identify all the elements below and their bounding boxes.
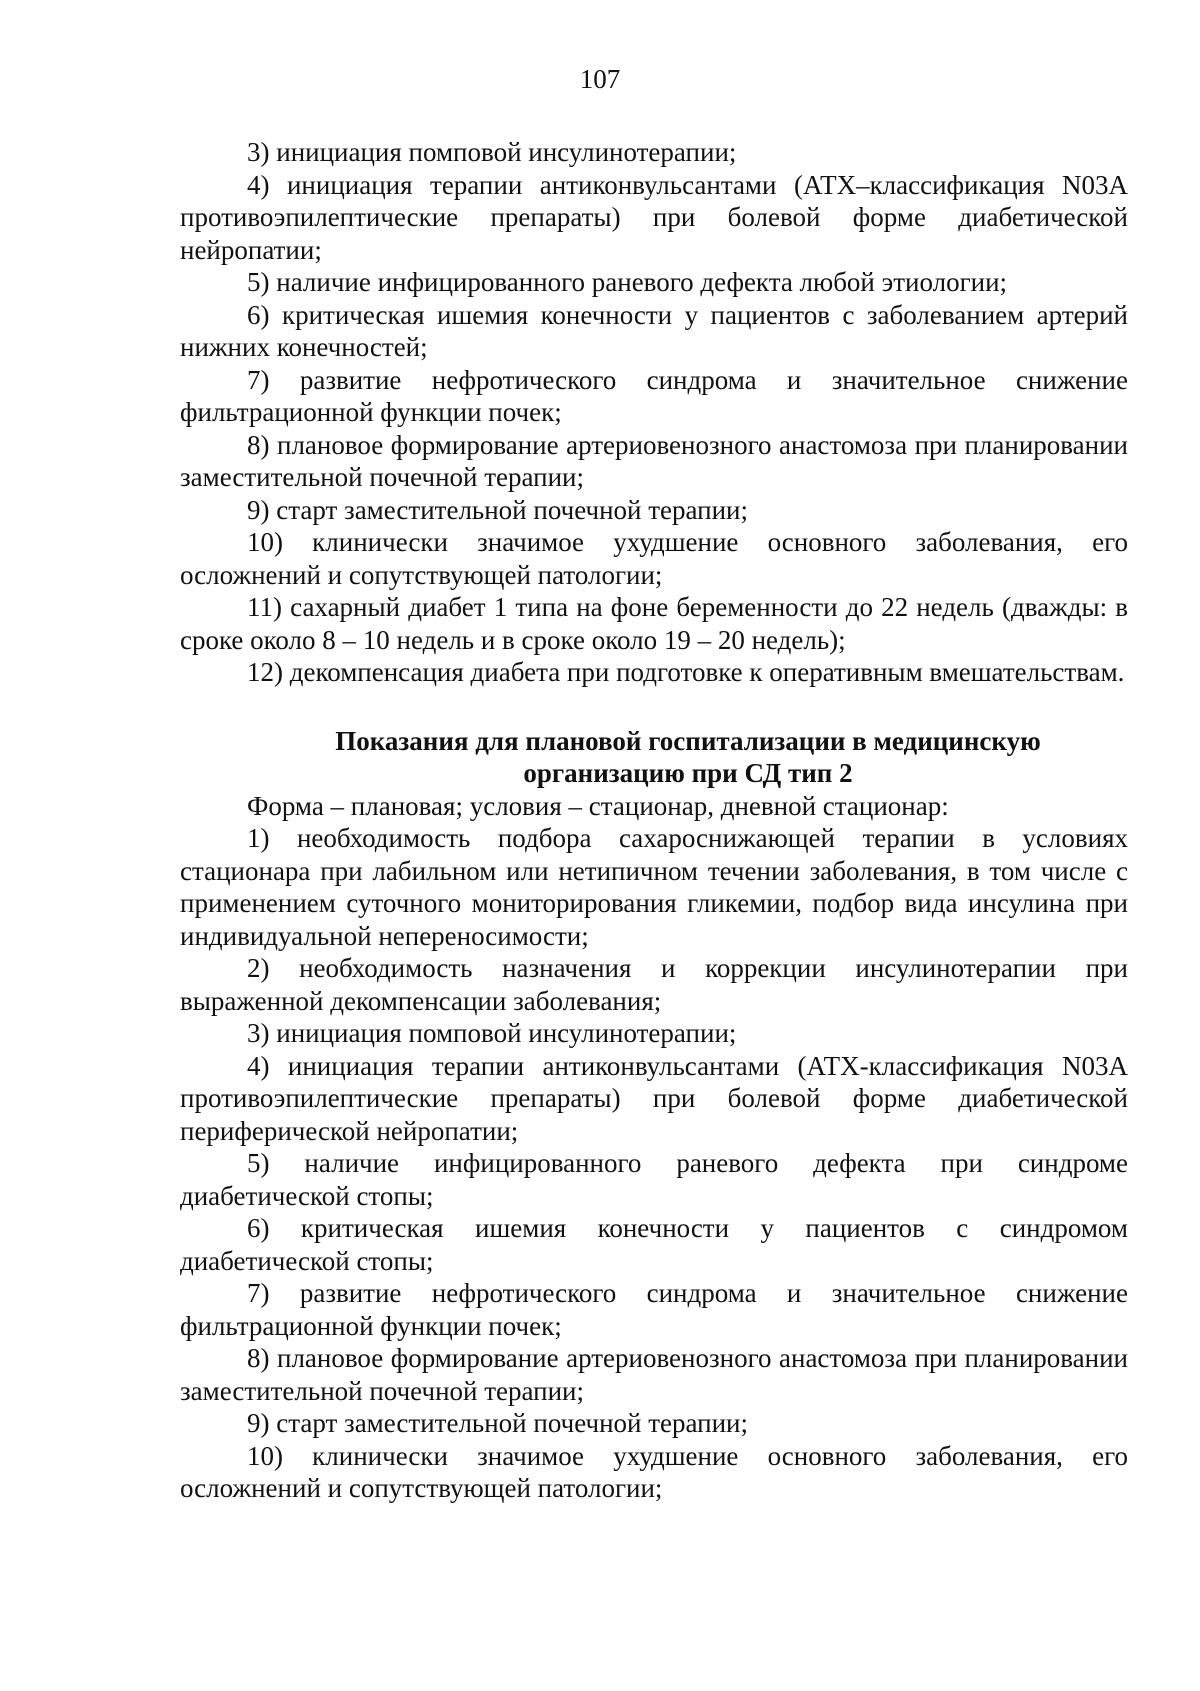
list-item: 4) инициация терапии антиконвульсантами (АТХ-классификация N03A противоэпилептические препараты) при болевой форме диабетической периферической нейропатии; <box>180 1050 1128 1146</box>
list-item: 10) клинически значимое ухудшение основного заболевания, его осложнений и сопутствующей патологии; <box>180 1440 1128 1503</box>
section-type2-list <box>180 790 1128 1505</box>
list-item: 3) инициация помповой инсулинотерапии; <box>247 137 737 167</box>
form-line: Форма – плановая; условия – стационар, дневной стационар: <box>247 790 949 821</box>
list-item: 9) старт заместительной почечной терапии; <box>247 494 749 525</box>
list-item: 5) наличие инфицированного раневого дефекта любой этиологии; <box>247 267 1008 297</box>
list-item: 4) инициация терапии антиконвульсантами (АТХ–классификация N03A противоэпилептические препараты) при болевой форме диабетической нейропатии; <box>180 169 1128 265</box>
list-item: 6) критическая ишемия конечности у пациентов с синдромом диабетической стопы; <box>180 1213 1128 1276</box>
list-item: 2) необходимость назначения и коррекции инсулинотерапии при выраженной декомпенсации заболевания; <box>180 953 1128 1016</box>
section-type1-list <box>180 136 1128 689</box>
list-item: 8) плановое формирование артериовенозного анастомоза при планировании заместительной почечной терапии; <box>180 1343 1128 1406</box>
list-item: 10) клинически значимое ухудшение основного заболевания, его осложнений и сопутствующей патологии; <box>180 527 1128 590</box>
page-number: 107 <box>579 64 621 94</box>
section-heading: Показания для плановой госпитализации в медицинскую организацию при СД тип 2 <box>335 725 1041 788</box>
document-body <box>180 136 1128 1505</box>
list-item: 11) сахарный диабет 1 типа на фоне беременности до 22 недель (дважды: в сроке около 8 – 10 недель и в сроке около 19 – 20 недель); <box>180 592 1128 655</box>
list-item: 5) наличие инфицированного раневого дефекта при синдроме диабетической стопы; <box>180 1148 1128 1211</box>
list-item: 12) декомпенсация диабета при подготовке к оперативным вмешательствам. <box>247 657 1125 687</box>
list-item: 6) критическая ишемия конечности у пациентов с заболеванием артерий нижних конечностей; <box>180 299 1128 362</box>
list-item: 9) старт заместительной почечной терапии; <box>247 1408 749 1438</box>
list-item: 7) развитие нефротического синдрома и значительное снижение фильтрационной функции почек; <box>180 1278 1128 1341</box>
list-item: 7) развитие нефротического синдрома и значительное снижение фильтрационной функции почек; <box>180 364 1128 427</box>
list-item: 3) инициация помповой инсулинотерапии; <box>247 1018 737 1048</box>
list-item: 1) необходимость подбора сахароснижающей терапии в условиях стационара при лабильном или нетипичном течении заболевания, в том числе с применением суточного мониторирования гликемии, подбор вида инсулина при индивидуальной непереносимости; <box>180 823 1128 951</box>
list-item: 8) плановое формирование артериовенозного анастомоза при планировании заместительной почечной терапии; <box>180 429 1128 492</box>
